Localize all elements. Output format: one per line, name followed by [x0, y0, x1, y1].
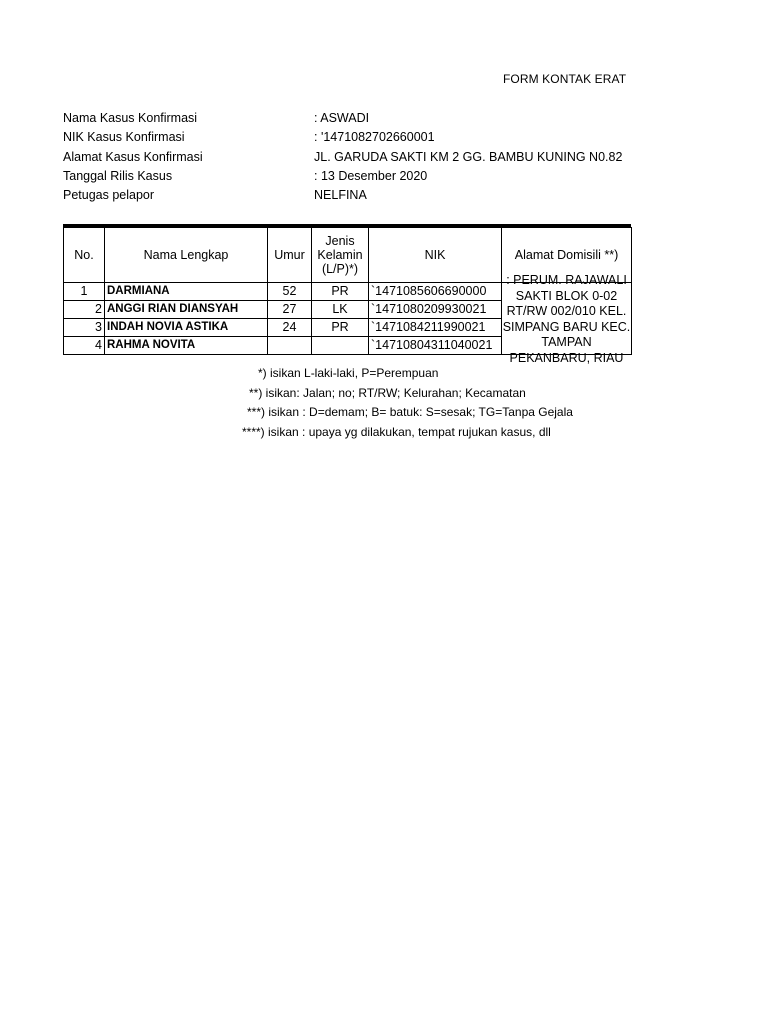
note-symptoms: ***) isikan : D=demam; B= batuk: S=sesak; TG=Tanpa Gejala	[247, 405, 573, 419]
cell-no: 4	[64, 337, 105, 355]
address-text: : PERUM. RAJAWALI SAKTI BLOK 0-02 RT/RW 002/010 KEL. SIMPANG BARU KEC. TAMPAN PEKANBARU, RIAU	[502, 273, 631, 365]
cell-address	[502, 273, 632, 365]
contact-table	[63, 227, 632, 365]
cell-nik: `1471085606690000	[369, 283, 502, 301]
info-label: Petugas pelapor	[63, 188, 155, 202]
note-address: **) isikan: Jalan; no; RT/RW; Kelurahan; Kecamatan	[249, 386, 526, 400]
cell-gender: LK	[312, 301, 369, 319]
cell-gender	[312, 337, 369, 355]
cell-no: 1	[64, 283, 105, 301]
col-header-name: Nama Lengkap	[105, 228, 268, 283]
info-label: Tanggal Rilis Kasus	[63, 169, 173, 183]
col-header-age: Umur	[268, 228, 312, 283]
col-header-gender: Jenis Kelamin (L/P)*)	[312, 228, 369, 283]
info-value: : ASWADI	[314, 111, 370, 125]
cell-no: 3	[64, 319, 105, 337]
info-value: JL. GARUDA SAKTI KM 2 GG. BAMBU KUNING N0.82	[314, 150, 623, 164]
info-value: : '1471082702660001	[314, 130, 435, 144]
cell-age: 27	[268, 301, 312, 319]
contact-table-wrapper	[63, 224, 631, 363]
info-label: Nama Kasus Konfirmasi	[63, 111, 198, 125]
note-gender: *) isikan L-laki-laki, P=Perempuan	[258, 366, 439, 380]
cell-age	[268, 337, 312, 355]
cell-nik: `14710804311040021	[369, 337, 502, 355]
cell-name: DARMIANA	[105, 283, 268, 301]
cell-no: 2	[64, 301, 105, 319]
cell-name: RAHMA NOVITA	[105, 337, 268, 355]
form-title: FORM KONTAK ERAT	[503, 72, 627, 86]
cell-age: 52	[268, 283, 312, 301]
table-row	[64, 283, 632, 301]
cell-name: INDAH NOVIA ASTIKA	[105, 319, 268, 337]
info-label: Alamat Kasus Konfirmasi	[63, 150, 203, 164]
note-actions: ****) isikan : upaya yg dilakukan, tempat rujukan kasus, dll	[242, 425, 551, 439]
info-value: NELFINA	[314, 188, 367, 202]
cell-nik: `1471080209930021	[369, 301, 502, 319]
cell-age: 24	[268, 319, 312, 337]
cell-gender: PR	[312, 319, 369, 337]
cell-name: ANGGI RIAN DIANSYAH	[105, 301, 268, 319]
col-header-nik: NIK	[369, 228, 502, 283]
col-header-address: Alamat Domisili **)	[502, 228, 632, 283]
col-header-no: No.	[64, 228, 105, 283]
cell-gender: PR	[312, 283, 369, 301]
info-value: : 13 Desember 2020	[314, 169, 428, 183]
info-label: NIK Kasus Konfirmasi	[63, 130, 185, 144]
cell-nik: `1471084211990021	[369, 319, 502, 337]
